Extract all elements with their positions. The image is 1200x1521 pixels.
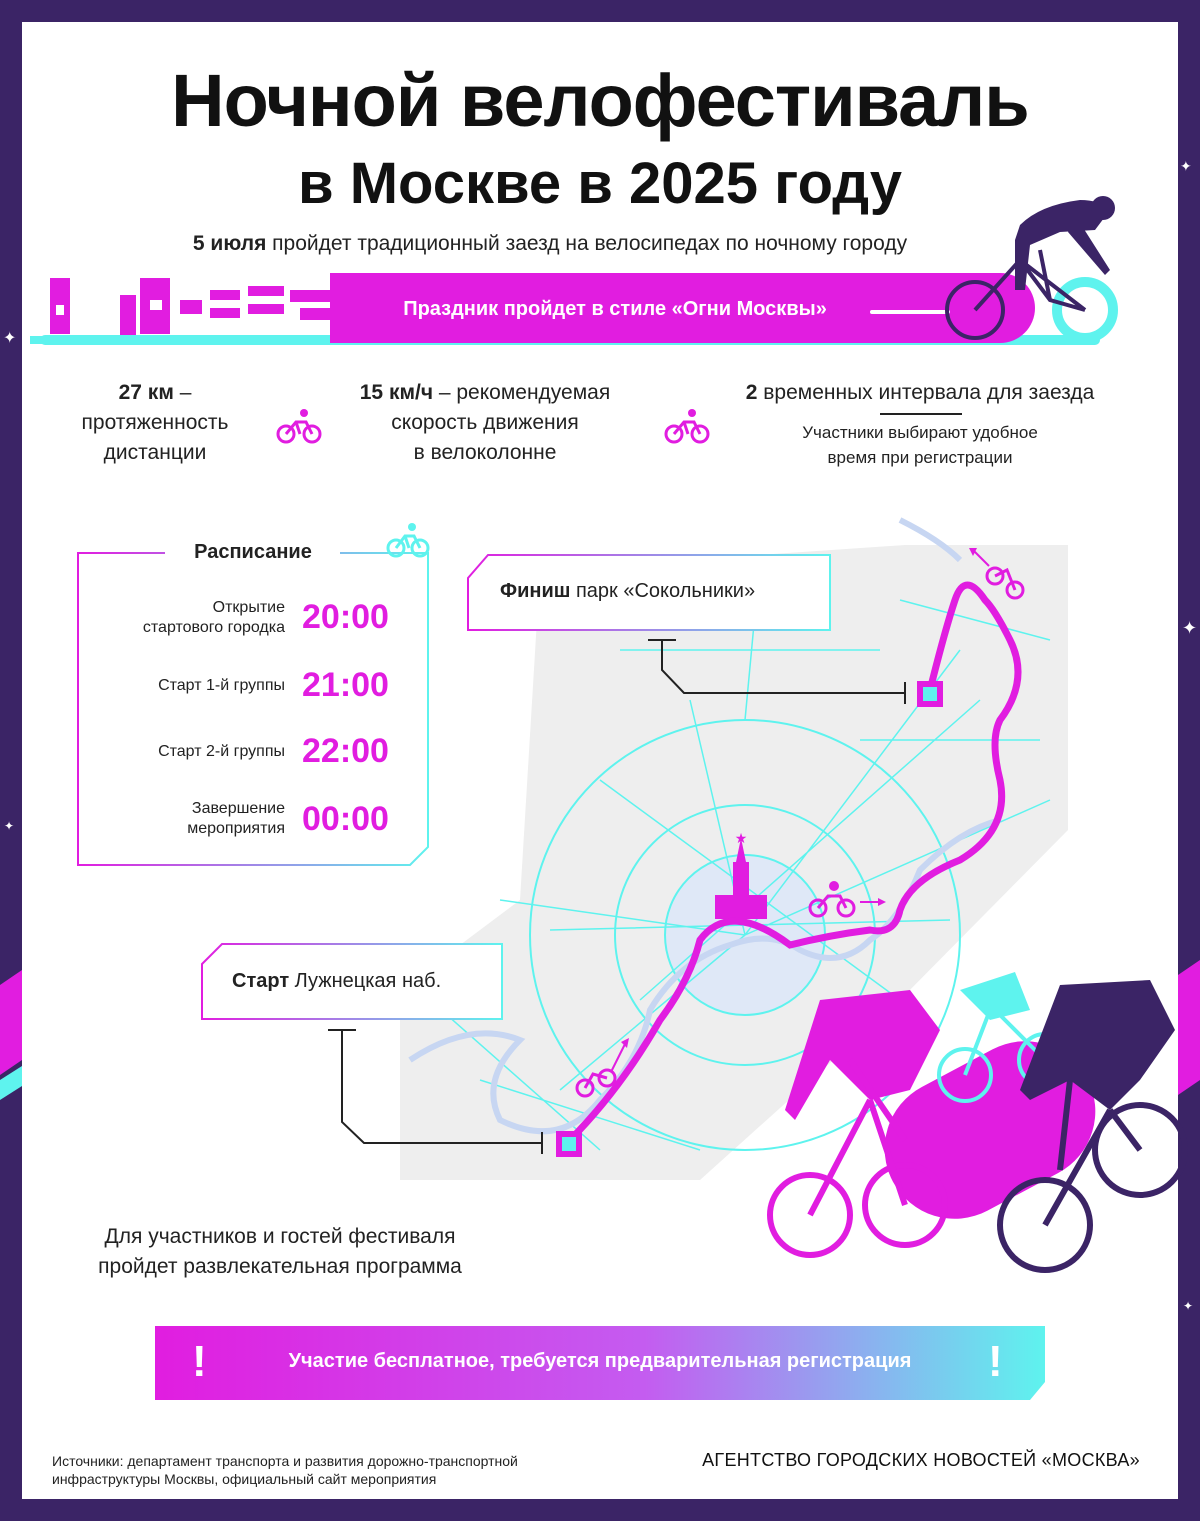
star-sparkle-icon: ✦ [1182,618,1198,639]
event-date-description [100,232,1000,256]
stat-note-line2: время при регистрации [827,448,1013,467]
stat-speed-line3: в велоколонне [413,441,557,464]
stat-intervals-note [760,420,1080,470]
svg-text:★: ★ [734,831,748,847]
start-callout [232,970,441,993]
star-sparkle-icon: ✦ [1180,159,1192,175]
stat-distance [60,378,250,468]
star-sparkle-icon: ✦ [3,328,17,347]
schedule-label-line2: стартового городка [142,619,285,636]
event-description: пройдет традиционный заезд на велосипедах по ночному городу [266,232,908,255]
stat-distance-dash: – [173,381,192,404]
start-place: Лужнецкая наб. [289,970,442,992]
page-title: Ночной велофестиваль [171,59,1029,142]
schedule-label-line1: Старт 2-й группы [158,743,285,760]
sources-note [52,1452,612,1488]
program-line1: Для участников и гостей фестиваля [104,1225,456,1248]
program-note [50,1222,510,1282]
agency-credit: АГЕНТСТВО ГОРОДСКИХ НОВОСТЕЙ «МОСКВА» [702,1450,1140,1470]
schedule-row-label [90,676,285,696]
notice-text: Участие бесплатное, требуется предварительная регистрация [288,1350,912,1372]
bicycle-icon [388,523,428,556]
finish-place: парк «Сокольники» [570,580,756,602]
schedule-time: 20:00 [302,598,389,636]
bicycle-icon [666,409,708,442]
event-date: 5 июля [192,232,267,255]
finish-callout [500,580,755,603]
sources-line1: Источники: департамент транспорта и развития дорожно-транспортной [52,1453,518,1469]
sources-line2: инфраструктуры Москвы, официальный сайт мероприятия [52,1471,437,1487]
stat-distance-line3: дистанции [103,441,207,464]
theme-banner-text: Праздник пройдет в стиле «Огни Москвы» [403,298,827,320]
start-label: Старт [232,970,290,992]
schedule-row-label [90,598,285,638]
stat-intervals-value: 2 [745,381,758,404]
stat-distance-value: 27 км [118,381,174,404]
bicycle-icon [278,409,320,442]
schedule-label-line1: Открытие [212,599,285,616]
stat-distance-line2: протяженность [81,411,229,434]
stat-intervals [705,378,1135,408]
schedule-label-line2: мероприятия [187,820,285,837]
schedule-time: 21:00 [302,666,389,704]
schedule-row-label [90,799,285,839]
stat-note-line1: Участники выбирают удобное [802,423,1038,442]
schedule-label-line1: Завершение [191,800,285,817]
schedule-label-line1: Старт 1-й группы [158,677,285,694]
cyclists-illustration [770,972,1185,1270]
star-sparkle-icon: ✦ [1183,1299,1194,1313]
schedule-time: 00:00 [302,800,389,838]
stat-speed-line1: – рекомендуемая [433,381,611,404]
star-sparkle-icon: ✦ [4,819,15,833]
exclamation-icon: ! [192,1337,207,1386]
schedule-row-label [90,742,285,762]
stat-speed-line2: скорость движения [391,411,579,434]
exclamation-icon: ! [988,1337,1003,1386]
program-line2: пройдет развлекательная программа [98,1255,462,1278]
page-subtitle: в Москве в 2025 году [297,151,903,216]
stat-speed [330,378,640,468]
stat-speed-value: 15 км/ч [359,381,434,404]
stat-intervals-text: временных интервала для заезда [757,381,1095,404]
finish-label: Финиш [500,580,571,602]
schedule-time: 22:00 [302,732,389,770]
schedule-title: Расписание [170,541,336,564]
divider [880,413,962,415]
